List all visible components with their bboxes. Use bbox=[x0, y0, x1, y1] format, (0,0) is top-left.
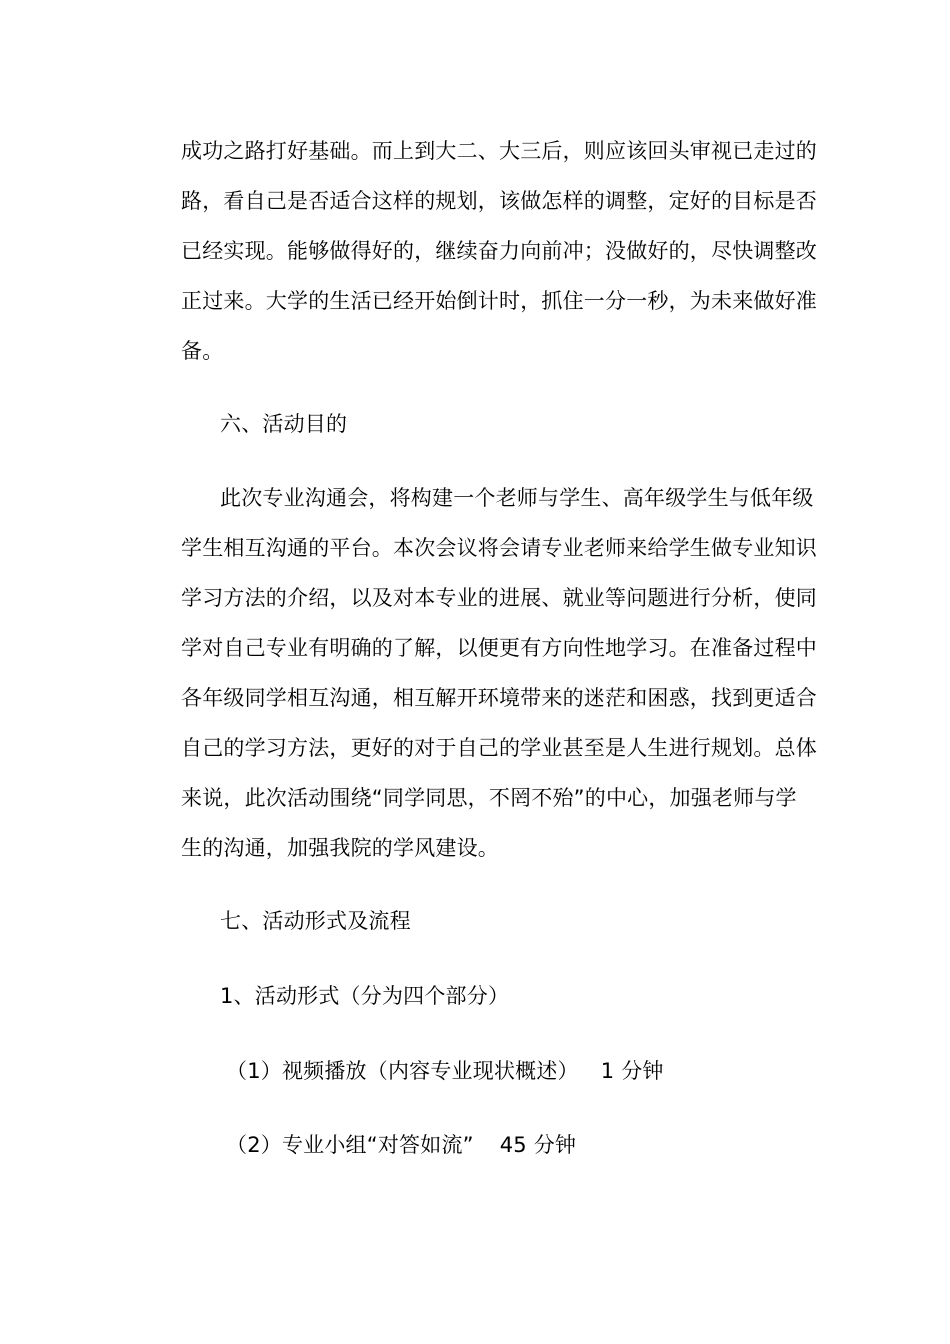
section-six-line-6: 自己的学习方法，更好的对于自己的学业甚至是人生进行规划。总体 bbox=[181, 736, 817, 760]
intro-line-2: 路，看自己是否适合这样的规划，该做怎样的调整，定好的目标是否 bbox=[181, 189, 817, 213]
section-six-line-5: 各年级同学相互沟通，相互解开环境带来的迷茫和困惑，找到更适合 bbox=[181, 686, 817, 710]
activity-item-1 bbox=[226, 1056, 826, 1086]
section-six-line-1: 此次专业沟通会，将构建一个老师与学生、高年级学生与低年级 bbox=[220, 486, 814, 510]
section-six-line-7: 来说，此次活动围绕“同学同思，不罔不殆”的中心，加强老师与学 bbox=[181, 786, 797, 810]
section-seven-heading: 七、活动形式及流程 bbox=[220, 909, 411, 933]
section-six-line-8: 生的沟通，加强我院的学风建设。 bbox=[181, 836, 499, 860]
activity-item-2-duration: 45 分钟 bbox=[499, 1133, 577, 1157]
section-six-heading: 六、活动目的 bbox=[220, 412, 348, 436]
activity-item-2-label: （2）专业小组“对答如流” bbox=[226, 1133, 474, 1157]
intro-line-3: 已经实现。能够做得好的，继续奋力向前冲；没做好的，尽快调整改 bbox=[181, 239, 817, 263]
intro-line-1: 成功之路打好基础。而上到大二、大三后，则应该回头审视已走过的 bbox=[181, 139, 817, 163]
section-six-line-2: 学生相互沟通的平台。本次会议将会请专业老师来给学生做专业知识 bbox=[181, 536, 817, 560]
activity-item-2 bbox=[226, 1130, 826, 1160]
section-six-line-3: 学习方法的介绍，以及对本专业的进展、就业等问题进行分析，使同 bbox=[181, 586, 817, 610]
activity-item-1-duration: 1 分钟 bbox=[600, 1059, 664, 1083]
intro-line-5: 备。 bbox=[181, 339, 224, 363]
section-six-line-4: 学对自己专业有明确的了解，以便更有方向性地学习。在准备过程中 bbox=[181, 636, 817, 660]
intro-line-4: 正过来。大学的生活已经开始倒计时，抓住一分一秒，为未来做好准 bbox=[181, 289, 817, 313]
activity-item-1-label: （1）视频播放（内容专业现状概述） bbox=[226, 1059, 579, 1083]
section-seven-subheading: 1、活动形式（分为四个部分） bbox=[220, 984, 510, 1008]
